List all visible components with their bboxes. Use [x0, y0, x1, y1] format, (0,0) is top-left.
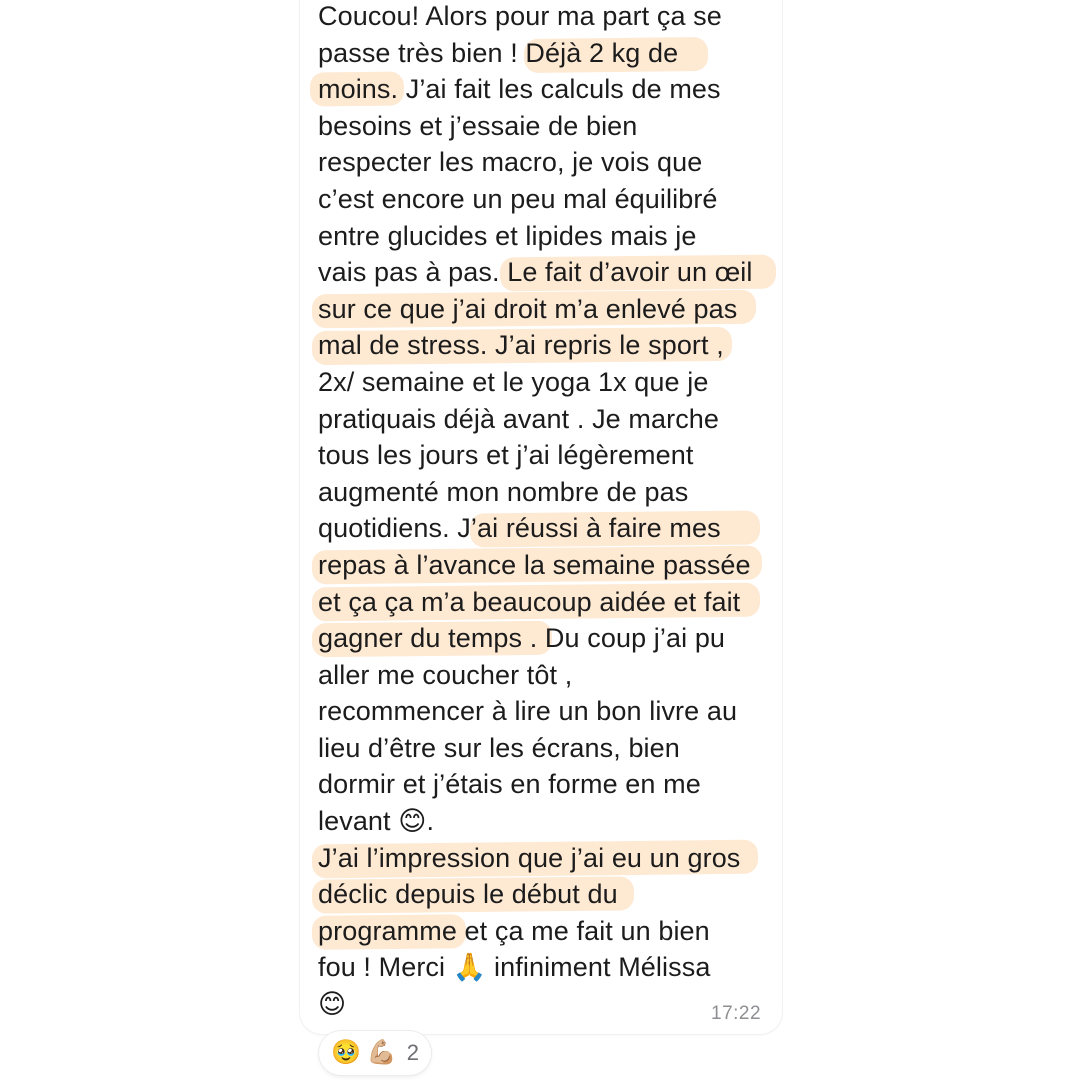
message-timestamp: 17:22: [711, 1003, 762, 1024]
message-text: Coucou! Alors pour ma part ça se passe très bien ! Déjà 2 kg de moins. J’ai fait les calculs de mes besoins et j’essaie de bien respecter les macro, je vois que c’est encore un peu mal équilibré entre glucides et lipides mais je vais pas à pas. Le fait d’avoir un œil sur ce que j’ai droit m’a enlevé pas mal de stress. J’ai repris le sport , 2x/ semaine et le yoga 1x que je pratiquais déjà avant . Je marche tous les jours et j’ai légèrement augmenté mon nombre de pas quotidiens. J’ai réussi à faire mes repas à l’avance la semaine passée et ça ça m’a beaucoup aidée et fait gagner du temps . Du coup j’ai pu aller me coucher tôt , recommencer à lire un bon livre au lieu d’être sur les écrans, bien dormir et j’étais en forme en me levant 😊. J’ai l’impression que j’ai eu un gros déclic depuis le début du programme et ça me fait un bien fou ! Merci 🙏 infiniment Mélissa 😊: [318, 1, 753, 1020]
reactions-pill[interactable]: [319, 1031, 431, 1075]
reaction-count: 2: [406, 1040, 420, 1065]
pleading-face-reaction: 🥹: [331, 1039, 361, 1066]
flexed-biceps-reaction: 💪🏼: [366, 1039, 397, 1066]
